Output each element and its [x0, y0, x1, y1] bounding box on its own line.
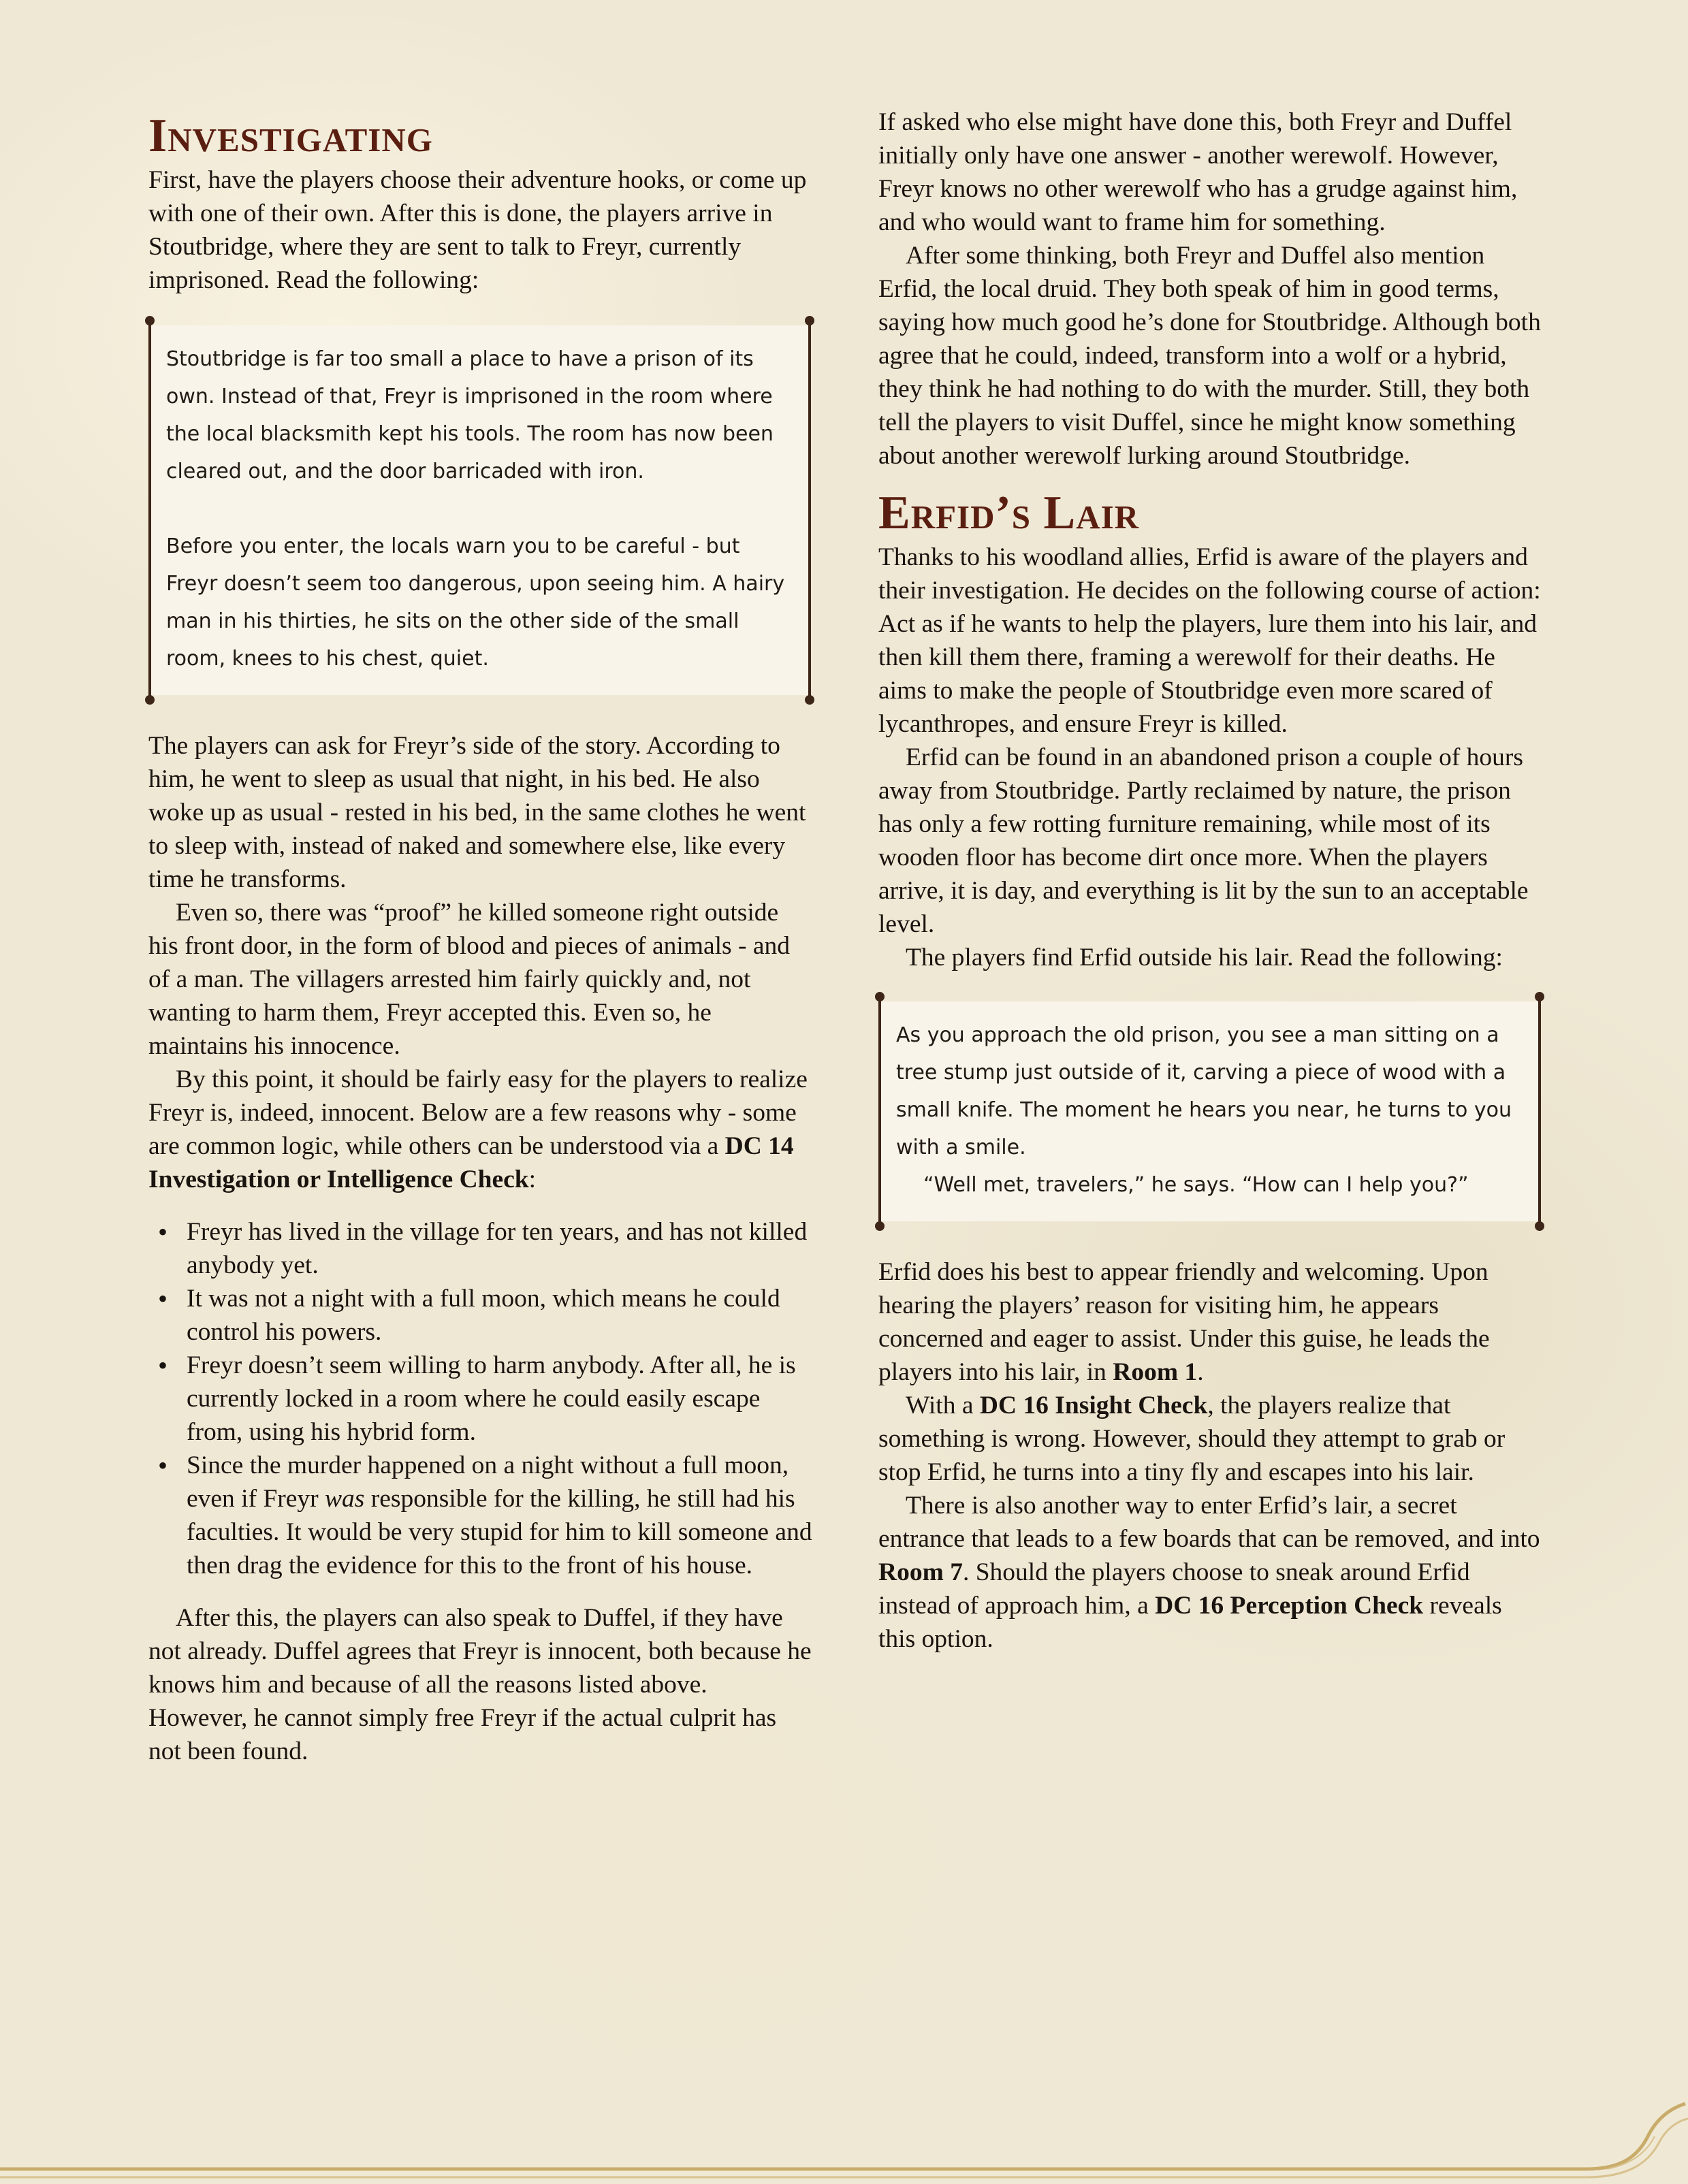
reasons-paragraph: [148, 1063, 812, 1196]
secret-text: . Should the players choose to sneak around Erfid instead of approach him, a: [878, 1558, 1470, 1620]
box-rule-dot: [1535, 1221, 1544, 1231]
insight-text: , the players realize that something is wrong. However, should they attempt to grab or stop Erfid, he turns into a tiny fly and escapes into his lair.: [878, 1392, 1506, 1486]
heading-erfids-lair: Erfid’s Lair: [878, 487, 1140, 539]
read-aloud-quote: “Well met, travelers,” he says. “How can I help you?”: [923, 1173, 1469, 1197]
box-rule-dot: [805, 316, 814, 325]
box-rule-dot: [875, 992, 885, 1001]
list-item-italic: was: [325, 1485, 365, 1513]
box-rule-dot: [145, 695, 155, 705]
reasons-text: :: [528, 1166, 537, 1193]
secret-paragraph: [878, 1489, 1542, 1656]
box-rule-left: [148, 319, 151, 702]
list-item: • Freyr doesn’t seem willing to harm anybody. After all, he is currently locked in a room where he could easily escape from, using his hybrid form.: [148, 1349, 812, 1449]
heading-investigating: Investigating: [148, 110, 433, 162]
room-7-bold: Room 7: [878, 1558, 963, 1586]
erfid-mention-paragraph: After some thinking, both Freyr and Duffel also mention Erfid, the local druid. They both speak of him in good terms, saying how much good he’s done for Stoutbridge. Although both agree that he could, indeed, transform into a wolf or a hybrid, they think he had nothing to do with the murder. Still, they both tell the players to visit Duffel, since he might know something about another werewolf lurking around Stoutbridge.: [878, 242, 1541, 470]
prison-paragraph: Erfid can be found in an abandoned prison a couple of hours away from Stoutbridge. Partly reclaimed by nature, the prison has only a few rotting furniture remaining, while most of its wooden floor has become dirt once more. When the players arrive, it is day, and everything is lit by the sun to an acceptable level.: [878, 743, 1529, 938]
box-rule-dot: [145, 316, 155, 325]
left-column: [148, 102, 812, 1768]
read-aloud-text: As you approach the old prison, you see a man sitting on a tree stump just outside of it, carving a piece of wood with a small knife. The moment he hears you near, he turns to you with a smile.: [896, 1023, 1512, 1159]
read-aloud-text: Stoutbridge is far too small a place to have a prison of its own. Instead of that, Freyr is imprisoned in the room where the local blacksmith kept his tools. The room has now been cleared out, and the door barricaded with iron.: [166, 347, 774, 483]
insight-paragraph: [878, 1389, 1542, 1489]
box-rule-right: [808, 319, 811, 702]
right-column: [878, 106, 1542, 1656]
box-rule-dot: [805, 695, 814, 705]
who-paragraph: If asked who else might have done this, both Freyr and Duffel initially only have one answer - another werewolf. However, Freyr knows no other werewolf who has a grudge against him, and who would want to frame him for something.: [878, 108, 1518, 236]
friendly-text: Erfid does his best to appear friendly and welcoming. Upon hearing the players’ reason for visiting him, he appears concerned and eager to assist. Under this guise, he leads the players into his lair, in: [878, 1258, 1490, 1386]
read-aloud-box-prison: [148, 325, 811, 695]
perception-check-bold: DC 16 Perception Check: [1155, 1592, 1424, 1620]
intro-paragraph: First, have the players choose their adventure hooks, or come up with one of their own. After this is done, the players arrive in Stoutbridge, where they are sent to talk to Freyr, currently imprisoned. Read the following:: [148, 166, 807, 294]
box-rule-left: [878, 995, 881, 1228]
list-item-text: responsible for the killing, he still had his faculties. It would be very stupid for him to kill someone and then drag the evidence for this to the front of his house.: [187, 1485, 812, 1579]
proof-paragraph: Even so, there was “proof” he killed someone right outside his front door, in the form of blood and pieces of animals - and of a man. The villagers arrested him fairly quickly and, not wanting to harm them, Freyr accepted this. Even so, he maintains his innocence.: [148, 899, 791, 1060]
read-aloud-box-erfid: [878, 1001, 1541, 1221]
find-paragraph: The players find Erfid outside his lair. Read the following:: [906, 944, 1503, 971]
secret-text: reveals this option.: [878, 1592, 1502, 1653]
list-item: • Freyr has lived in the village for ten years, and has not killed anybody yet.: [148, 1215, 812, 1282]
friendly-paragraph: [878, 1255, 1542, 1389]
list-item: • It was not a night with a full moon, which means he could control his powers.: [148, 1282, 812, 1349]
secret-text: There is also another way to enter Erfid’s lair, a secret entrance that leads to a few boards that can be removed, and into: [878, 1492, 1540, 1553]
dc-check-bold: DC 14 Investigation or Intelligence Check: [148, 1132, 794, 1193]
reasons-text: By this point, it should be fairly easy for the players to realize Freyr is, indeed, innocent. Below are a few reasons why - some are common logic, while others can be understood via a: [148, 1065, 808, 1160]
insight-check-bold: DC 16 Insight Check: [979, 1392, 1208, 1419]
reasons-list: [148, 1215, 812, 1582]
duffel-paragraph: After this, the players can also speak to Duffel, if they have not already. Duffel agrees that Freyr is innocent, both because he knows him and because of all the reasons listed above. However, he cannot simply free Freyr if the actual culprit has not been found.: [148, 1604, 812, 1765]
box-rule-dot: [1535, 992, 1544, 1001]
insight-text: With a: [906, 1392, 980, 1419]
read-aloud-text: Before you enter, the locals warn you to be careful - but Freyr doesn’t seem too dangerous, upon seeing him. A hairy man in his thirties, he sits on the other side of the small room, knees to his chest, quiet.: [166, 534, 785, 671]
room-1-bold: Room 1: [1113, 1358, 1198, 1386]
box-rule-right: [1538, 995, 1541, 1228]
list-item: [148, 1449, 812, 1582]
footer-frame: [0, 2095, 1688, 2184]
list-item-text: Since the murder happened on a night without a full moon, even if Freyr: [187, 1451, 789, 1513]
allies-paragraph: Thanks to his woodland allies, Erfid is aware of the players and their investigation. He decides on the following course of action: Act as if he wants to help the players, lure them into his lair, and then kill them there, framing a werewolf for their deaths. He aims to make the people of Stoutbridge even more scared of lycanthropes, and ensure Freyr is killed.: [878, 543, 1541, 738]
box-rule-dot: [875, 1221, 885, 1231]
friendly-text: .: [1197, 1358, 1204, 1386]
story-paragraph: The players can ask for Freyr’s side of the story. According to him, he went to sleep as usual that night, in his bed. He also woke up as usual - rested in his bed, in the same clothes he went to sleep with, instead of naked and somewhere else, like every time he transforms.: [148, 732, 806, 893]
